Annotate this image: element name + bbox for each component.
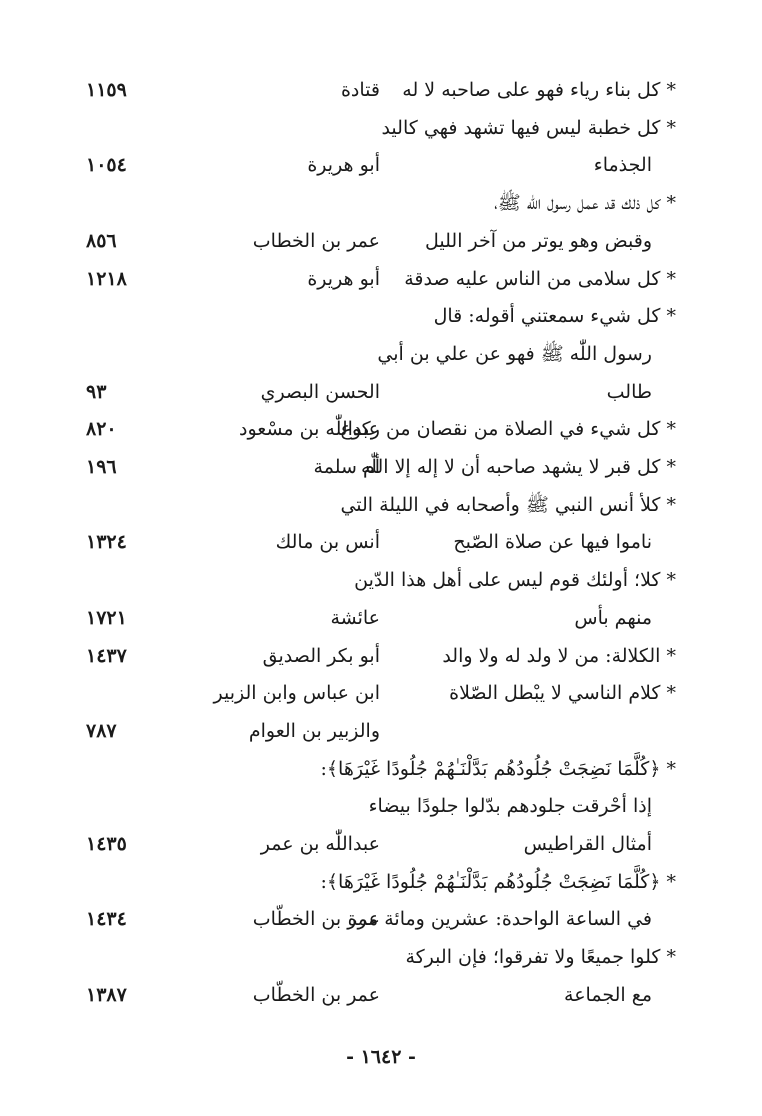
entry-text: * كل شيء سمعتني أقوله: قال bbox=[433, 305, 676, 328]
entry-number: ١٤٣٥ bbox=[86, 833, 127, 855]
index-line bbox=[0, 675, 762, 711]
index-line bbox=[0, 901, 762, 937]
index-line bbox=[0, 864, 762, 900]
entry-number: ٨٢٠ bbox=[86, 418, 117, 441]
index-line bbox=[0, 524, 762, 560]
index-line bbox=[0, 826, 762, 862]
entry-number: ١٧٢١ bbox=[86, 606, 127, 629]
page-number: - ١٦٤٢ - bbox=[346, 1046, 416, 1068]
entry-text: * كلام الناسي لا يبْطل الصّلاة bbox=[449, 682, 676, 705]
index-line bbox=[0, 600, 762, 636]
index-line bbox=[0, 487, 762, 523]
index-line bbox=[0, 223, 762, 259]
entry-text: * الكلالة: من لا ولد له ولا والد bbox=[442, 644, 676, 667]
index-line bbox=[0, 449, 762, 485]
entry-number: ٨٥٦ bbox=[86, 229, 117, 252]
entry-text: ناموا فيها عن صلاة الصّبح bbox=[453, 531, 652, 554]
index-line bbox=[0, 147, 762, 183]
index-line bbox=[0, 185, 762, 221]
entry-narrator: عبداللّٰه بن عمر bbox=[260, 833, 380, 855]
entry-text: * ﴿كُلَّمَا نَضِجَتْ جُلُودُهُم بَدَّلْنَـٰهُمْ جُلُودًا غَيْرَهَا﴾: bbox=[320, 757, 676, 780]
index-line bbox=[0, 788, 762, 824]
entry-number: ٧٨٧ bbox=[86, 719, 117, 742]
entry-narrator: عمر بن الخطاب bbox=[252, 229, 380, 252]
index-line bbox=[0, 110, 762, 146]
entry-text: طالب bbox=[606, 380, 652, 403]
entry-text: أمثال القراطيس bbox=[523, 833, 652, 855]
entry-text: * ﴿كُلَّمَا نَضِجَتْ جُلُودُهُم بَدَّلْنَـٰهُمْ جُلُودًا غَيْرَهَا﴾: bbox=[320, 870, 676, 893]
entry-narrator: أنس بن مالك bbox=[275, 531, 380, 554]
index-line bbox=[0, 411, 762, 447]
entry-narrator: أبو بكر الصديق bbox=[262, 644, 380, 667]
entry-text: * كل بناء رياء فهو على صاحبه لا له bbox=[402, 79, 676, 101]
entry-text: وقبض وهو يوتر من آخر الليل bbox=[425, 229, 652, 252]
entry-text: * كل شيء في الصلاة من نقصان من ركوع bbox=[340, 418, 676, 441]
entry-narrator: عائشة bbox=[330, 606, 380, 629]
index-line bbox=[0, 298, 762, 334]
entry-text: * كل سلامى من الناس عليه صدقة bbox=[404, 267, 676, 290]
entry-text: * كل خطبة ليس فيها تشهد فهي كاليد bbox=[381, 116, 676, 139]
entry-number: ١٣٢٤ bbox=[86, 531, 127, 554]
entry-text: رسول اللّٰه ﷺ فهو عن علي بن أبي bbox=[377, 342, 652, 365]
index-line bbox=[0, 562, 762, 598]
entry-narrator: أبو هريرة bbox=[307, 267, 380, 290]
entry-text: * كلأ أنس النبي ﷺ وأصحابه في الليلة التي bbox=[340, 493, 676, 516]
entry-number: ٩٣ bbox=[86, 380, 107, 403]
index-line bbox=[0, 977, 762, 1013]
entry-narrator: قتادة bbox=[340, 79, 380, 101]
entry-number: ١٩٦ bbox=[86, 456, 117, 478]
entry-text: * كل ذلك قد عمل رسول اللّٰه ﷺ، bbox=[494, 192, 676, 215]
index-line bbox=[0, 939, 762, 975]
entry-text: في الساعة الواحدة: عشرين ومائة مرة bbox=[347, 908, 652, 931]
entry-narrator: عمر بن الخطّاب bbox=[252, 983, 380, 1006]
entry-narrator: الحسن البصري bbox=[260, 380, 380, 403]
index-line bbox=[0, 261, 762, 297]
index-line bbox=[0, 72, 762, 108]
entry-text: منهم بأس bbox=[574, 606, 652, 629]
index-line bbox=[0, 336, 762, 372]
entry-text: * كلا؛ أولئك قوم ليس على أهل هذا الدّين bbox=[354, 569, 676, 592]
entry-number: ١٣٨٧ bbox=[86, 983, 127, 1006]
entry-text: * كلوا جميعًا ولا تفرقوا؛ فإن البركة bbox=[405, 946, 676, 969]
index-line bbox=[0, 713, 762, 749]
entry-number: ١٢١٨ bbox=[86, 267, 127, 290]
entry-number: ١٠٥٤ bbox=[86, 154, 127, 177]
entry-number: ١١٥٩ bbox=[86, 79, 127, 101]
entry-number: ١٤٣٧ bbox=[86, 644, 127, 667]
index-line bbox=[0, 751, 762, 787]
entry-text: إذا أحْرقت جلودهم بدّلوا جلودًا بيضاء bbox=[368, 795, 652, 818]
entry-number: ١٤٣٤ bbox=[86, 908, 127, 931]
entry-narrator: أم سلمة bbox=[313, 456, 380, 478]
entry-text: مع الجماعة bbox=[564, 983, 652, 1006]
entry-narrator: عبداللّٰه بن مسْعود bbox=[239, 418, 380, 441]
entry-narrator: أبو هريرة bbox=[307, 154, 380, 177]
entry-text: الجذماء bbox=[593, 154, 652, 177]
entry-text: * كل قبر لا يشهد صاحبه أن لا إله إلا اللّٰه bbox=[360, 456, 676, 478]
entry-narrator: ابن عباس وابن الزبير bbox=[213, 682, 380, 705]
entry-narrator: والزبير بن العوام bbox=[248, 719, 380, 742]
index-line bbox=[0, 374, 762, 410]
entry-narrator: عمر بن الخطّاب bbox=[252, 908, 380, 931]
index-line bbox=[0, 638, 762, 674]
